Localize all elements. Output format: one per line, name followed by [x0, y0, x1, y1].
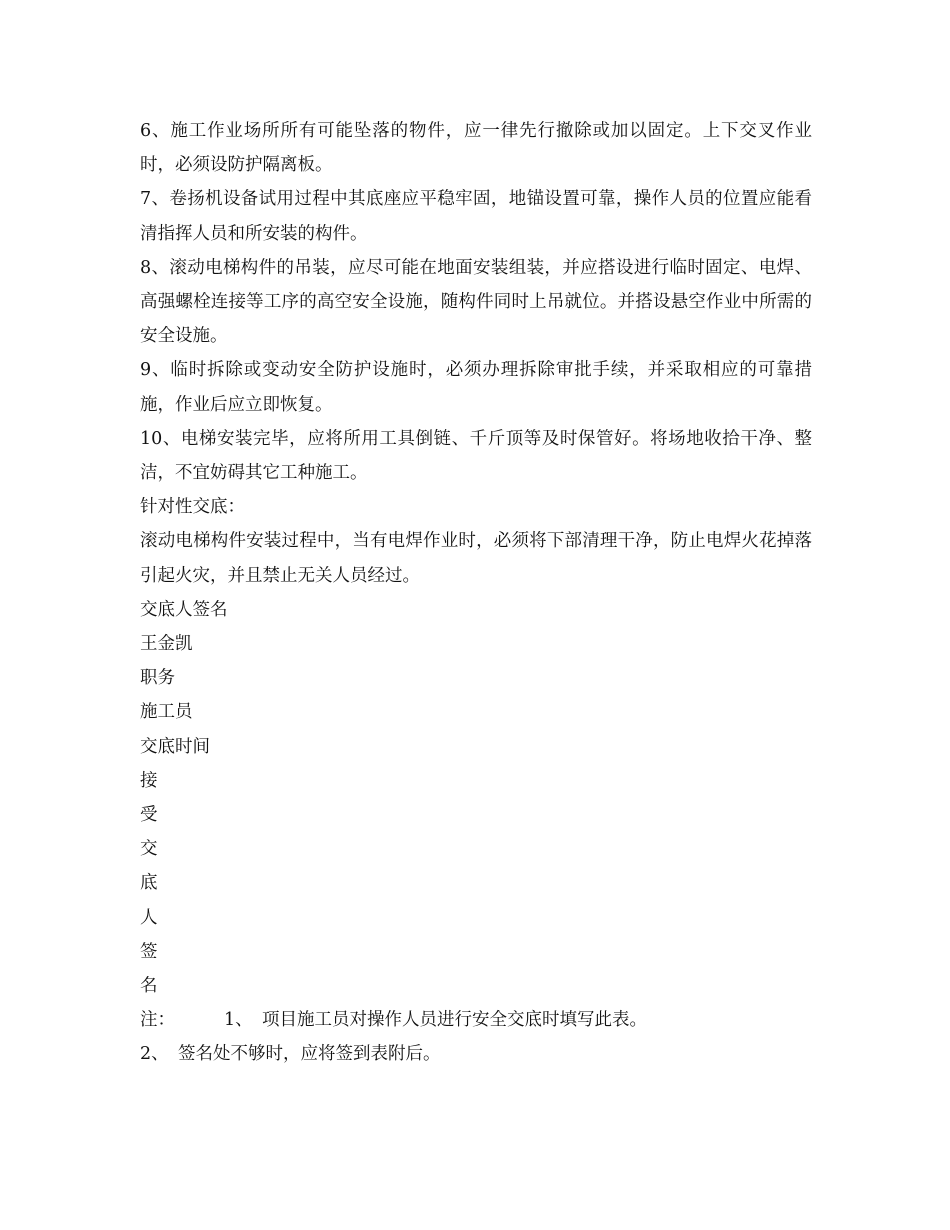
time-label: 交底时间	[140, 736, 210, 757]
receiver-char: 签	[140, 941, 158, 962]
receiver-char: 名	[140, 976, 158, 997]
note-text-2: 签名处不够时，应将签到表附后。	[178, 1044, 441, 1065]
note-line-2	[140, 1037, 812, 1071]
note-number-2: 2、	[140, 1044, 169, 1065]
receiver-char: 受	[140, 805, 158, 826]
safety-item-6: 6、施工作业场所所有可能坠落的物件，应一律先行撤除或加以固定。上下交叉作业时，必须设防护隔离板。	[140, 121, 812, 176]
safety-item-10: 10、电梯安装完毕，应将所用工具倒链、千斤顶等及时保管好。将场地收拾干净、整洁，不宜妨碍其它工种施工。	[140, 428, 812, 484]
note-line-1	[140, 1003, 812, 1037]
receiver-char: 人	[140, 907, 158, 928]
receiver-char: 交	[140, 839, 158, 860]
note-number-1: 1、	[224, 1010, 253, 1031]
receiver-char: 接	[140, 770, 158, 791]
receiver-char: 底	[140, 873, 158, 894]
targeted-heading: 针对性交底：	[140, 497, 245, 518]
note-label: 注：	[140, 1010, 175, 1031]
safety-item-7: 7、卷扬机设备试用过程中其底座应平稳牢固，地锚设置可靠，操作人员的位置应能看清指挥人员和所安装的构件。	[140, 189, 812, 244]
note-text-1: 项目施工员对操作人员进行安全交底时填写此表。	[262, 1010, 647, 1031]
safety-item-8: 8、滚动电梯构件的吊装，应尽可能在地面安装组装，并应搭设进行临时固定、电焊、高强螺栓连接等工序的高空安全设施，随构件同时上吊就位。并搭设悬空作业中所需的安全设施。	[140, 257, 812, 347]
signer-label: 交底人签名	[140, 599, 228, 620]
position-value: 施工员	[140, 702, 193, 723]
safety-item-9: 9、临时拆除或变动安全防护设施时，必须办理拆除审批手续，并采取相应的可靠措施，作业后应立即恢复。	[140, 360, 812, 415]
signer-name: 王金凯	[140, 634, 193, 655]
document-body	[140, 114, 812, 1072]
targeted-text: 滚动电梯构件安装过程中，当有电焊作业时，必须将下部清理干净，防止电焊火花掉落引起火灾，并且禁止无关人员经过。	[140, 531, 812, 586]
position-label: 职务	[140, 668, 175, 689]
